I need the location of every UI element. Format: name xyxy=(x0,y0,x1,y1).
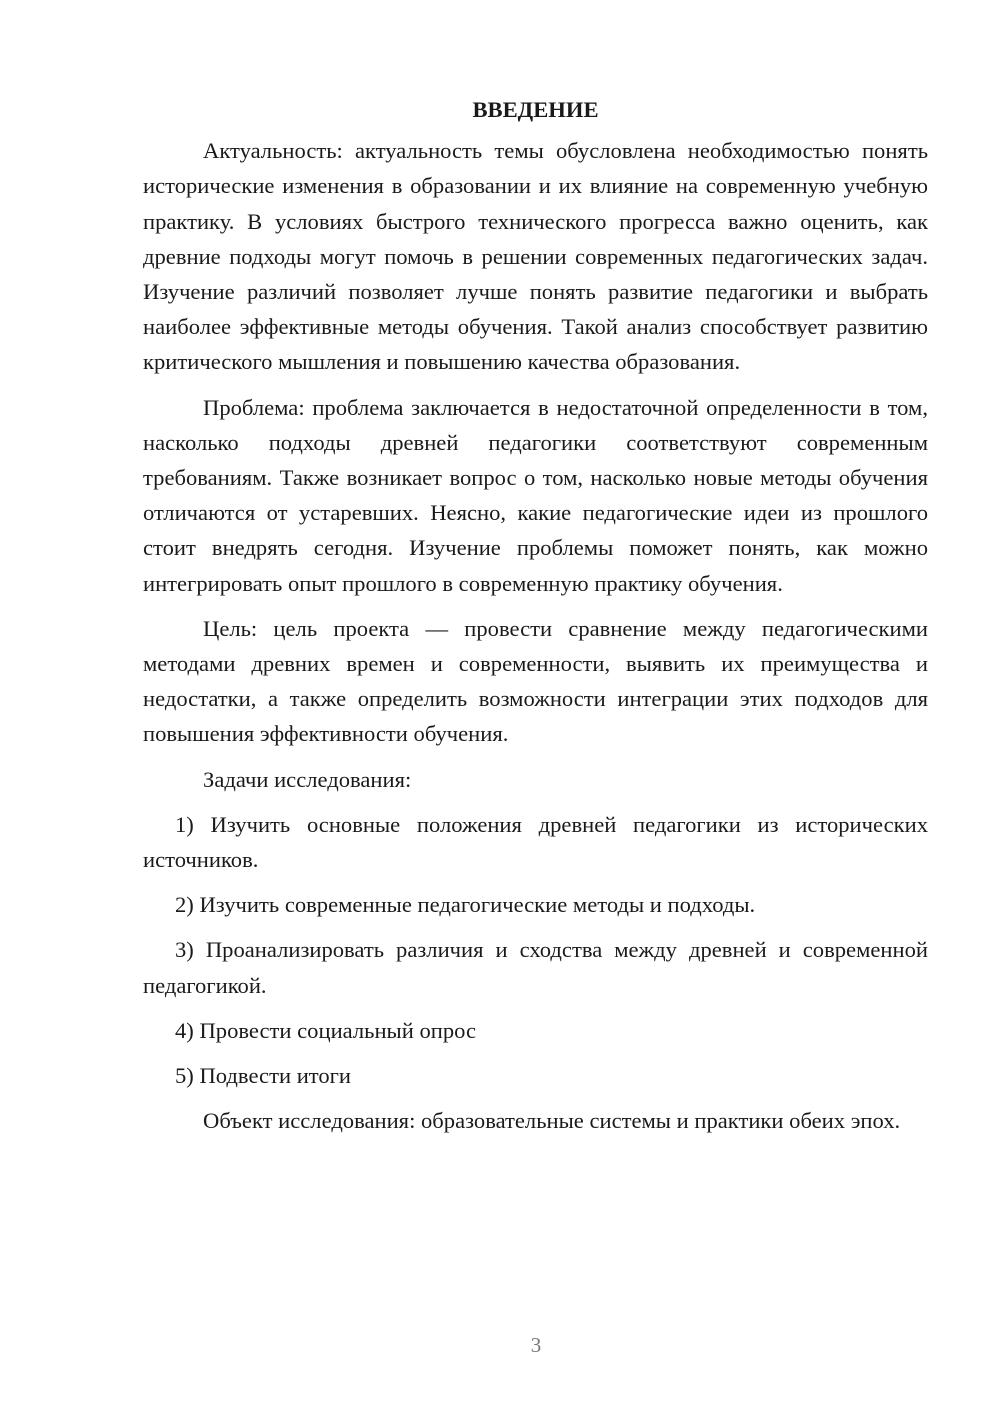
goal-paragraph: Цель: цель проекта — провести сравнение между педагогическими методами древних времен и современности, выявить их преимущества и недостатки, а также определить возможности интеграции этих подходов для повышения эффективности обучения. xyxy=(143,615,928,747)
page-number: 3 xyxy=(530,1333,542,1357)
relevance-paragraph: Актуальность: актуальность темы обусловлена необходимостью понять исторические изменения в образовании и их влияние на современную учебную практику. В условиях быстрого технического прогресса важно оценить, как древние подходы могут помочь в решении современных педагогических задач. Изучение различий позволяет лучше понять развитие педагогики и выбрать наиболее эффективные методы обучения. Такой анализ способствует развитию критического мышления и повышению качества образования. xyxy=(143,138,928,375)
task-item: 1) Изучить основные положения древней педагогики из исторических источников. xyxy=(143,811,928,873)
tasks-list xyxy=(143,807,928,1093)
task-item: 3) Проанализировать различия и сходства между древней и современной педагогикой. xyxy=(143,937,928,998)
task-item: 2) Изучить современные педагогические методы и подходы. xyxy=(175,892,756,918)
task-item: 5) Подвести итоги xyxy=(175,1063,352,1089)
object-paragraph: Объект исследования: образовательные системы и практики обеих эпох. xyxy=(203,1108,901,1134)
page-content xyxy=(143,92,928,1148)
section-heading: ВВЕДЕНИЕ xyxy=(472,97,599,122)
problem-paragraph: Проблема: проблема заключается в недостаточной определенности в том, насколько подходы древней педагогики соответствуют современным требованиям. Также возникает вопрос о том, насколько новые методы обучения отличаются от устаревших. Неясно, какие педагогические идеи из прошлого стоит внедрять сегодня. Изучение проблемы поможет понять, как можно интегрировать опыт прошлого в современную практику обучения. xyxy=(143,394,928,596)
task-item: 4) Провести социальный опрос xyxy=(175,1017,477,1043)
tasks-title: Задачи исследования: xyxy=(203,766,412,792)
